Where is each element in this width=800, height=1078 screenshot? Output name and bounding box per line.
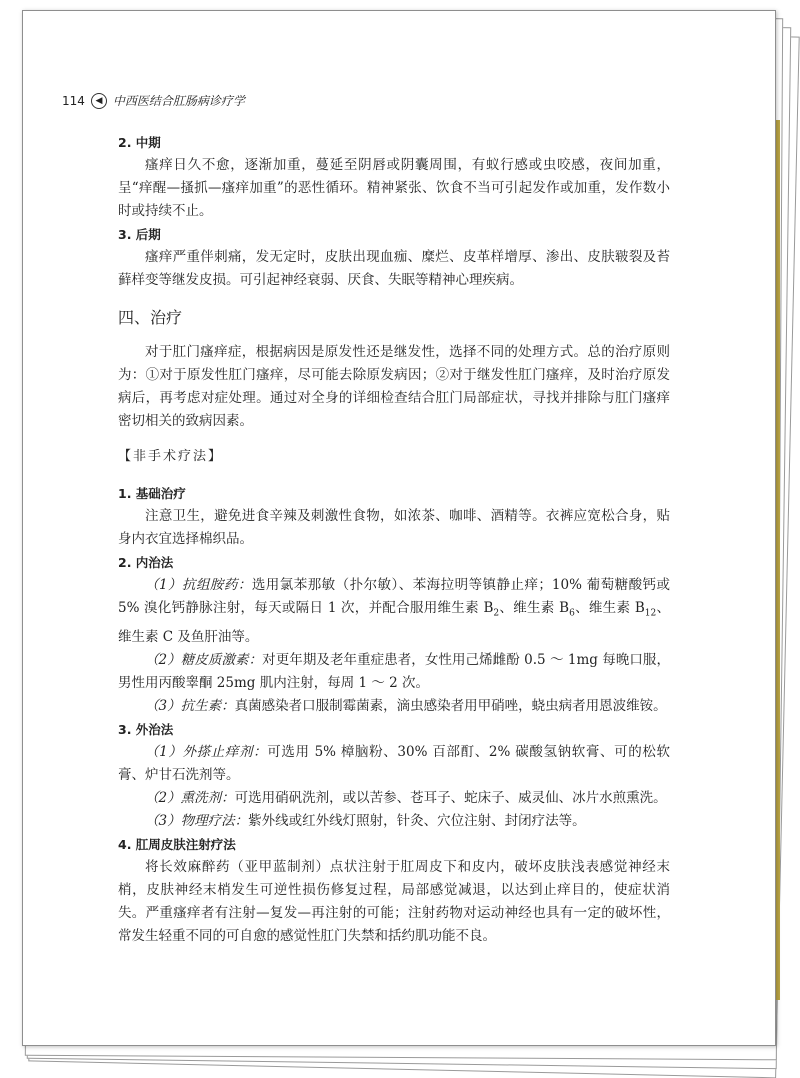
- treatment-intro: 对于肛门瘙痒症，根据病因是原发性还是继发性，选择不同的处理方式。总的治疗原则为：①对于原发性肛门瘙痒，尽可能去除原发病因；②对于继发性肛门瘙痒，及时治疗原发病后，再考虑对症处理。通过对全身的详细检查结合肛门局部症状，寻找并排除与肛门瘙痒密切相关的致病因素。: [118, 344, 670, 429]
- external-item-2-label: （2）熏洗剂：: [145, 789, 235, 806]
- section-heading-treatment: 四、治疗: [118, 308, 183, 327]
- injection-text: 将长效麻醉药（亚甲蓝制剂）点状注射于肛周皮下和皮内，破坏皮肤浅表感觉神经末梢，皮肤神经末梢发生可逆性损伤修复过程，局部感觉减退，以达到止痒目的，使症状消失。严重瘙痒者有注射—复发—再注射的可能；注射药物对运动神经也具有一定的破坏性，常发生轻重不同的可自愈的感觉性肛门失禁和括约肌功能不良。: [118, 858, 670, 944]
- external-title: 3. 外治法: [118, 721, 174, 737]
- injection-title: 4. 肛周皮肤注射疗法: [118, 836, 236, 852]
- stage3-text: 瘙痒严重伴刺痛，发无定时，皮肤出现血痂、糜烂、皮革样增厚、渗出、皮肤皲裂及苔藓样变等继发皮损。可引起神经衰弱、厌食、失眠等精神心理疾病。: [118, 249, 670, 288]
- internal-item-1-label: （1）抗组胺药：: [145, 577, 252, 593]
- basic-text: 注意卫生，避免进食辛辣及刺激性食物，如浓茶、咖啡、酒精等。衣裤应宽松合身，贴身内衣宜选择棉织品。: [118, 508, 670, 547]
- book-title: 中西医结合肛肠病诊疗学: [112, 94, 245, 108]
- page-body: [118, 131, 670, 948]
- left-arrow-icon: ◀: [91, 93, 107, 109]
- internal-item-3: （3）抗生素：真菌感染者口服制霉菌素，滴虫感染者用甲硝唑，蛲虫病者用恩波维铵。: [145, 697, 667, 714]
- page-number: 114: [62, 93, 85, 108]
- internal-item-1: （1）抗组胺药：选用氯苯那敏（扑尔敏）、苯海拉明等镇静止痒；10% 葡萄糖酸钙或 5% 溴化钙静脉注射，每天或隔日 1 次，并配合服用维生素 $B_2$、维生素 $B_6$、维生素 $B_{12}$、维生素 C 及鱼肝油等。: [118, 577, 671, 645]
- internal-title: 2. 内治法: [118, 555, 174, 570]
- internal-item-3-label: （3）抗生素：: [145, 697, 235, 714]
- stage3-title: 3. 后期: [118, 227, 161, 242]
- external-item-2: （2）熏洗剂：可选用硝矾洗剂，或以苦参、苍耳子、蛇床子、威灵仙、冰片水煎熏洗。: [145, 789, 667, 806]
- external-item-1: （1）外搽止痒剂：可选用 5% 樟脑粉、30% 百部酊、2% 碳酸氢钠软膏、可的松软膏、炉甘石洗剂等。: [118, 743, 670, 783]
- stage2-text: 瘙痒日久不愈，逐渐加重，蔓延至阴唇或阴囊周围，有蚁行感或虫咬感，夜间加重，呈“痒醒—搔抓—瘙痒加重”的恶性循环。精神紧张、饮食不当可引起发作或加重，发作数小时或持续不止。: [118, 157, 670, 219]
- external-item-1-label: （1）外搽止痒剂：: [145, 743, 268, 760]
- internal-item-2: （2）糖皮质激素：对更年期及老年重症患者，女性用己烯雌酚 0.5 ～ 1mg 每晚口服，男性用丙酸睾酮 25mg 肌内注射，每周 1 ～ 2 次。: [118, 651, 670, 691]
- stage2-title: 2. 中期: [118, 135, 161, 150]
- external-item-3-label: （3）物理疗法：: [145, 812, 249, 829]
- nonsurgical-heading: 【非手术疗法】: [118, 449, 224, 464]
- basic-title: 1. 基础治疗: [118, 486, 186, 501]
- page-header: [62, 92, 245, 109]
- internal-item-2-label: （2）糖皮质激素：: [145, 651, 263, 668]
- external-item-3: （3）物理疗法：紫外线或红外线灯照射，针灸、穴位注射、封闭疗法等。: [145, 812, 586, 829]
